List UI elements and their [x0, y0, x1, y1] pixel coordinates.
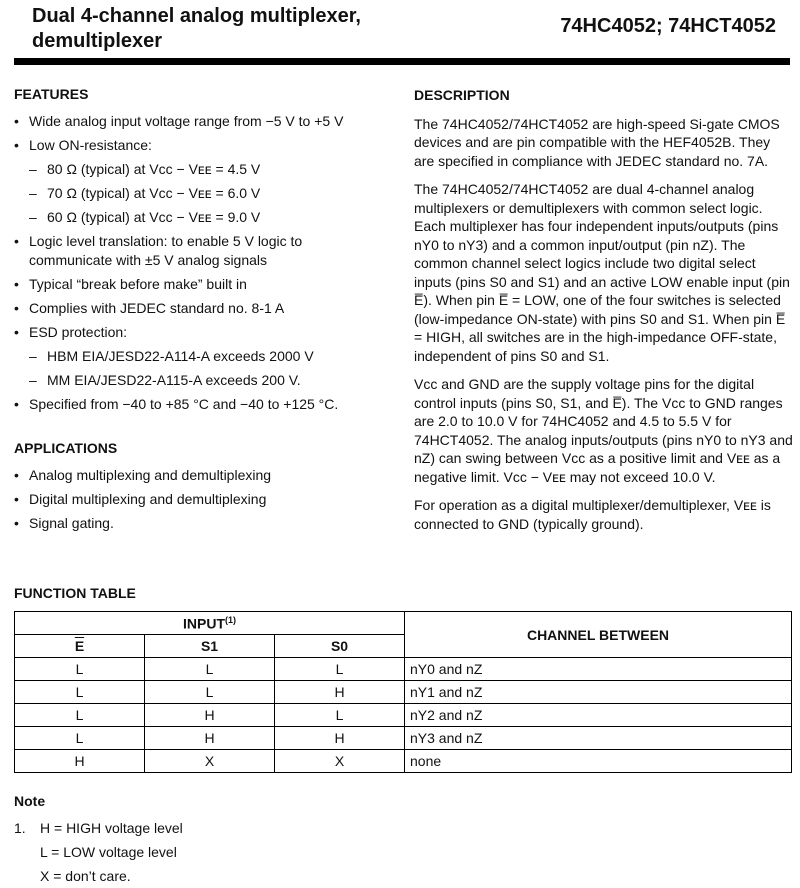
col-e-header [15, 635, 145, 658]
feature-subitem: – HBM EIA/JESD22-A114-A exceeds 2000 V [14, 347, 384, 366]
cell-channel: none [405, 750, 792, 773]
feature-item: • Wide analog input voltage range from −5 V to +5 V [14, 112, 384, 131]
description-heading: DESCRIPTION [414, 87, 510, 103]
right-column [414, 86, 794, 543]
application-item: • Signal gating. [14, 514, 384, 533]
cell-s0: L [275, 704, 405, 727]
cell-s1: H [145, 727, 275, 750]
description-paragraph: For operation as a digital multiplexer/demultiplexer, Vᴇᴇ is connected to GND (typically ground). [414, 497, 771, 532]
note-title: Note [14, 793, 46, 809]
note-line: L = LOW voltage level [40, 844, 177, 860]
feature-subitem: – 60 Ω (typical) at Vᴄᴄ − Vᴇᴇ = 9.0 V [14, 208, 384, 227]
note-list [14, 816, 183, 888]
feature-item: • ESD protection: [14, 323, 384, 342]
table-row [15, 704, 792, 727]
description-paragraph: The 74HC4052/74HCT4052 are high-speed Si-gate CMOS devices and are pin compatible with the HEF4052B. They are specified in compliance with JEDEC standard no. 7A. [414, 115, 780, 169]
function-table [14, 611, 792, 773]
application-item: • Digital multiplexing and demultiplexing [14, 490, 384, 509]
cell-s1: X [145, 750, 275, 773]
table-row [15, 658, 792, 681]
note-line [14, 816, 183, 840]
feature-item: • Complies with JEDEC standard no. 8-1 A [14, 299, 384, 318]
applications-heading: APPLICATIONS [14, 440, 118, 456]
feature-item: • Typical “break before make” built in [14, 275, 384, 294]
note-reference: (1) [225, 614, 236, 625]
cell-s0: L [275, 658, 405, 681]
input-header [15, 612, 405, 635]
channel-header: CHANNEL BETWEEN [405, 612, 792, 658]
part-number: 74HC4052; 74HCT4052 [560, 15, 776, 37]
cell-channel: nY2 and nZ [405, 704, 792, 727]
cell-s1: H [145, 704, 275, 727]
cell-s0: H [275, 681, 405, 704]
features-list [14, 112, 384, 414]
feature-subitem: – 70 Ω (typical) at Vᴄᴄ − Vᴇᴇ = 6.0 V [14, 184, 384, 203]
col-e-label: $\overline{E}$ [74, 638, 85, 654]
feature-subitem: – 80 Ω (typical) at Vᴄᴄ − Vᴇᴇ = 4.5 V [14, 160, 384, 179]
note-text: H = HIGH voltage level [40, 820, 183, 836]
left-column [14, 86, 384, 538]
description-paragraph: Vᴄᴄ and GND are the supply voltage pins for the digital control inputs (pins S0, S1, and E̅). The Vᴄᴄ to GND ranges are 2.0 to 10.0 V for 74HC4052 and 4.5 to 5.5 V for 74HCT4052. The analog inputs/outputs (pins nY0 to nY3 and nZ) can swing between Vᴄᴄ as a positive limit and Vᴇᴇ as a negative limit. Vᴄᴄ − Vᴇᴇ may not exceed 10.0 V. [414, 376, 793, 485]
cell-s0: H [275, 727, 405, 750]
cell-channel: nY1 and nZ [405, 681, 792, 704]
table-row [15, 681, 792, 704]
cell-s0: X [275, 750, 405, 773]
header-rule [14, 58, 790, 65]
cell-channel: nY3 and nZ [405, 727, 792, 750]
table-row [15, 750, 792, 773]
input-header-label: INPUT [183, 615, 225, 632]
description-paragraph: The 74HC4052/74HCT4052 are dual 4-channel analog multiplexers or demultiplexers with common select logic. Each multiplexer has four independent inputs/outputs (pins nY0 to nY3) and a common input/output (pin nZ). The common channel select logics include two digital select inputs (pins S0 and S1) and an active LOW enable input (pin E̅). When pin E̅ = LOW, one of the four switches is selected (low-impedance ON-state) with pins S0 and S1. When pin E̅ = HIGH, all switches are in the high-impedance OFF-state, independent of pins S0 and S1. [414, 181, 790, 364]
cell-e: H [15, 750, 145, 773]
feature-item: • Low ON-resistance: [14, 136, 384, 155]
cell-e: L [15, 704, 145, 727]
application-item: • Analog multiplexing and demultiplexing [14, 466, 384, 485]
note-number: 1. [14, 820, 26, 836]
cell-channel: nY0 and nZ [405, 658, 792, 681]
feature-item: • Specified from −40 to +85 °C and −40 to +125 °C. [14, 395, 384, 414]
col-s0-header: S0 [275, 635, 405, 658]
table-row [15, 727, 792, 750]
cell-e: L [15, 681, 145, 704]
cell-s1: L [145, 681, 275, 704]
function-table-title: FUNCTION TABLE [14, 585, 136, 601]
note-line: X = don’t care. [40, 868, 131, 884]
cell-e: L [15, 727, 145, 750]
table-header-row [15, 612, 792, 635]
features-heading: FEATURES [14, 86, 89, 102]
applications-list [14, 466, 384, 533]
cell-s1: L [145, 658, 275, 681]
col-s1-header: S1 [145, 635, 275, 658]
feature-subitem: – MM EIA/JESD22-A115-A exceeds 200 V. [14, 371, 384, 390]
feature-item: • Logic level translation: to enable 5 V logic to communicate with ±5 V analog signals [14, 232, 384, 270]
cell-e: L [15, 658, 145, 681]
document-title: Dual 4-channel analog multiplexer, demultiplexer [32, 5, 361, 52]
